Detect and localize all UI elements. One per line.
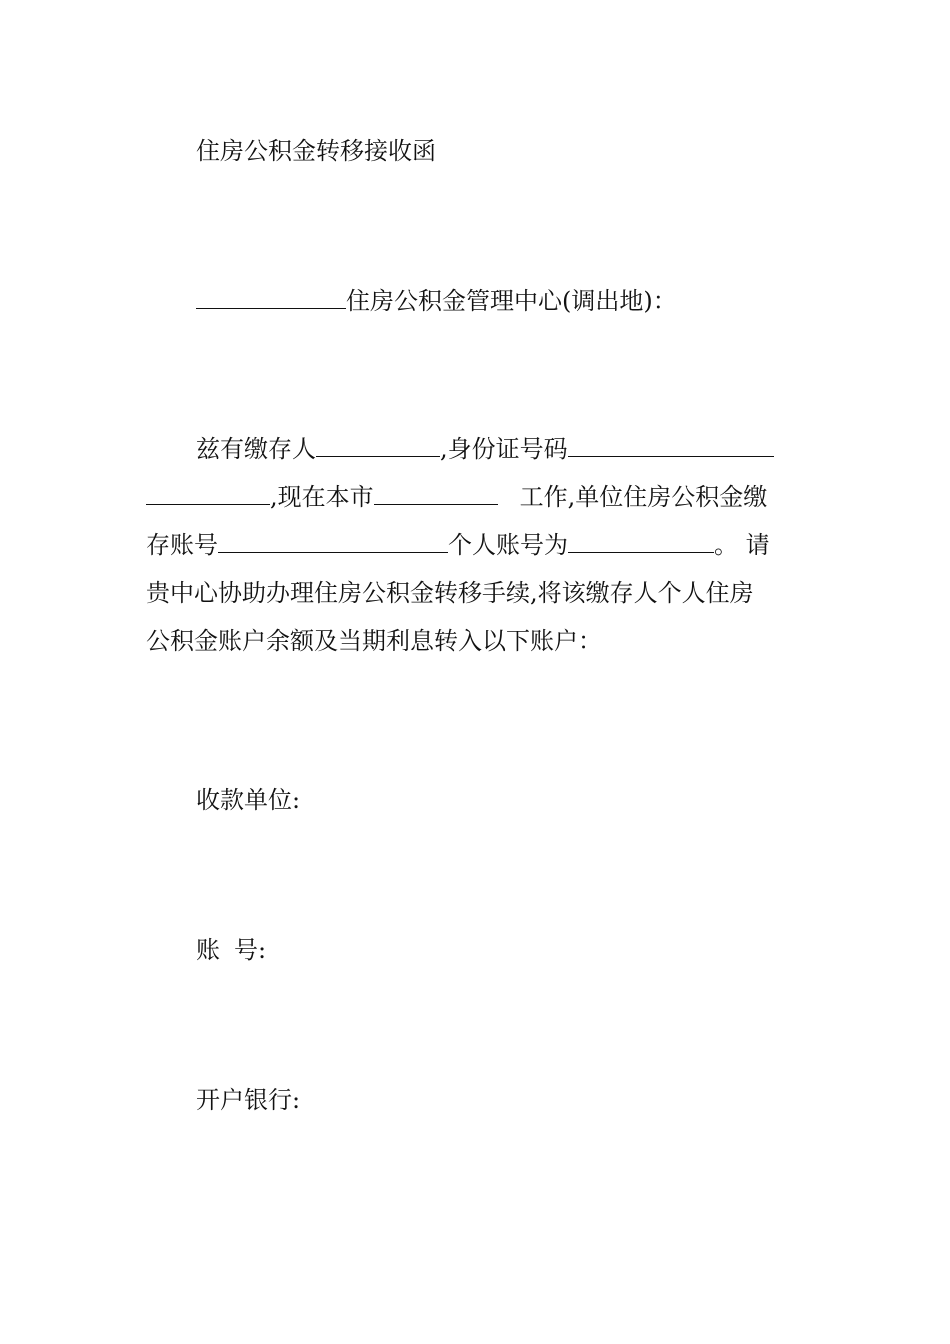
account-label-part2: 号: [234,936,267,964]
text-id-number: ,身份证号码 [440,435,568,463]
letter-body [146,425,806,665]
body-line-2 [146,473,806,521]
body-line-3 [146,521,806,569]
text-depositor: 兹有缴存人 [196,435,316,463]
blank-depositor-name [316,428,440,457]
payee-label: 收款单位: [196,786,301,814]
addressee-blank [196,280,346,309]
body-line-4: 贵中心协助办理住房公积金转移手续,将该缴存人个人住房 [146,579,754,607]
text-work-unit: 工作,单位住房公积金缴 [519,483,768,511]
addressee-line [196,276,677,326]
blank-personal-account [568,524,714,553]
addressee-text: 住房公积金管理中心(调出地)： [346,287,677,315]
account-label [196,925,266,975]
bank-label: 开户银行: [196,1086,301,1114]
blank-unit-account [218,524,448,553]
blank-id-number-a [568,428,774,457]
text-personal-account: 个人账号为 [448,531,568,559]
text-please: 。 请 [714,531,770,559]
text-current-city: ,现在本市 [270,483,374,511]
text-deposit-account: 存账号 [146,531,218,559]
blank-employer [374,476,498,505]
body-line-1 [146,425,806,473]
document-title: 住房公积金转移接收函 [196,137,436,165]
account-label-part1: 账 [196,936,220,964]
body-line-5: 公积金账户余额及当期利息转入以下账户： [146,627,602,655]
blank-id-number-b [146,476,270,505]
